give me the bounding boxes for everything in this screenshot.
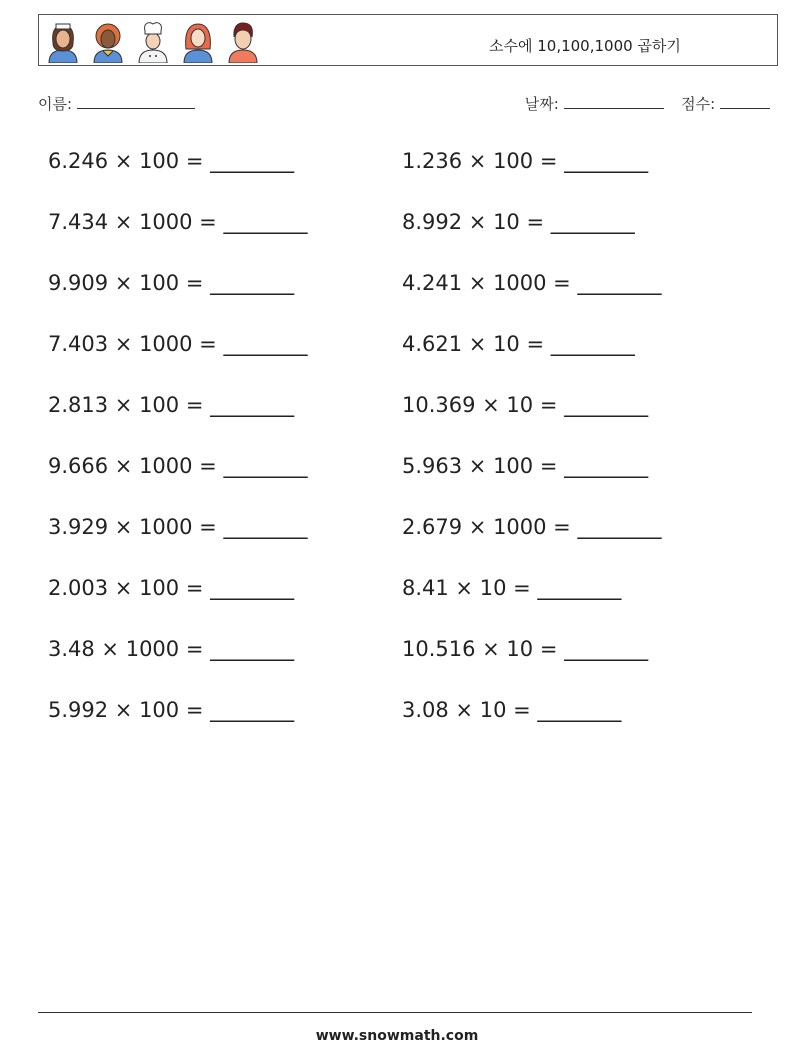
footer-site-link[interactable]: www.snowmath.com xyxy=(315,1028,479,1044)
problem-13: 3.929 × 1000 = ________ xyxy=(48,515,308,539)
problem-14: 2.679 × 1000 = ________ xyxy=(402,515,662,539)
date-label: 날짜: xyxy=(524,95,559,113)
problem-4: 8.992 × 10 = ________ xyxy=(402,210,635,234)
problem-3: 7.434 × 1000 = ________ xyxy=(48,210,308,234)
problem-5: 9.909 × 100 = ________ xyxy=(48,271,295,295)
problem-grid xyxy=(48,146,768,725)
date-blank[interactable] xyxy=(564,94,664,109)
problem-11: 9.666 × 1000 = ________ xyxy=(48,454,308,478)
problem-6: 4.241 × 1000 = ________ xyxy=(402,271,662,295)
problem-7: 7.403 × 1000 = ________ xyxy=(48,332,308,356)
firefighter-icon xyxy=(90,19,126,63)
footer-divider xyxy=(38,1012,752,1013)
problem-17: 3.48 × 1000 = ________ xyxy=(48,637,295,661)
problem-2: 1.236 × 100 = ________ xyxy=(402,149,649,173)
worksheet-title: 소수에 10,100,1000 곱하기 xyxy=(489,37,681,55)
name-field xyxy=(38,93,195,114)
problem-18: 10.516 × 10 = ________ xyxy=(402,637,649,661)
problem-12: 5.963 × 100 = ________ xyxy=(402,454,649,478)
problem-9: 2.813 × 100 = ________ xyxy=(48,393,295,417)
problem-19: 5.992 × 100 = ________ xyxy=(48,698,295,722)
avatar-strip xyxy=(45,19,270,63)
problem-8: 4.621 × 10 = ________ xyxy=(402,332,635,356)
problem-15: 2.003 × 100 = ________ xyxy=(48,576,295,600)
score-blank[interactable] xyxy=(720,94,770,109)
worksheet-header xyxy=(38,14,778,66)
man-icon xyxy=(225,19,261,63)
woman-icon xyxy=(180,19,216,63)
date-score-field xyxy=(525,93,770,114)
problem-1: 6.246 × 100 = ________ xyxy=(48,149,295,173)
nurse-icon xyxy=(45,19,81,63)
chef-icon xyxy=(135,19,171,63)
name-label: 이름: xyxy=(38,95,73,113)
problem-10: 10.369 × 10 = ________ xyxy=(402,393,649,417)
problem-20: 3.08 × 10 = ________ xyxy=(402,698,622,722)
name-blank[interactable] xyxy=(77,94,195,109)
problem-16: 8.41 × 10 = ________ xyxy=(402,576,622,600)
score-label: 점수: xyxy=(681,95,716,113)
